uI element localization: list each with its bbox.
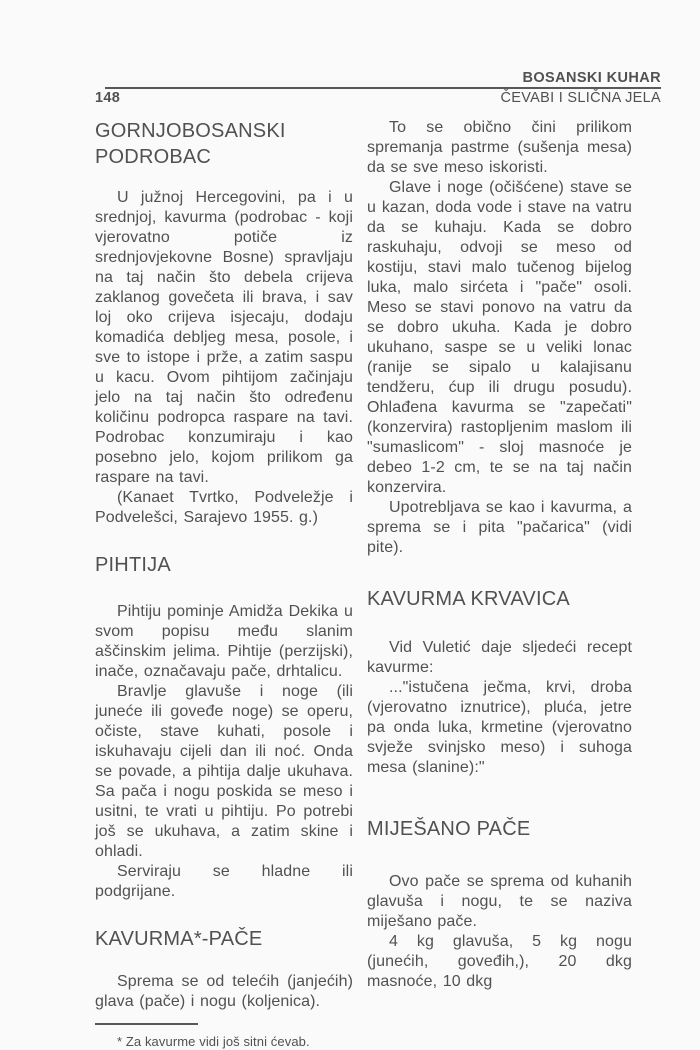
paragraph-podrobac: U južnoj Hercegovini, pa i u srednjoj, kavurma (podrobac - koji vjerovatno potiče iz srednjovjekovne Bosne) spravljaju na taj način što debela crijeva zaklanog govečeta ili brava, i sav loj oko crijeva isjecaju, dodaju komadića debljeg mesa, posole, i sve to istope i prže, a zatim saspu u kacu. Ovom pihtijom začinjaju jelo na taj način što određenu količinu podropca raspare na tavi. Podrobac konzumiraju i kao posebno jelo, kojom prilikom ga raspare na tavi. — [95, 189, 353, 486]
left-column — [95, 118, 353, 1050]
footnote-rule — [95, 1023, 198, 1025]
paragraph-mijesano-1: Ovo pače se sprema od kuhanih glavuša i nogu, te se naziva miješano pače. — [367, 873, 632, 930]
chapter-title: ČEVABI I SLIČNA JELA — [500, 90, 661, 106]
paragraph-kavurma-pace: Sprema se od telećih (janjećih) glava (pače) i nogu (koljenica). — [95, 973, 353, 1010]
paragraph-podrobac-source: (Kanaet Tvrtko, Podveležje i Podvelešci, Sarajevo 1955. g.) — [95, 489, 353, 526]
page-number: 148 — [95, 90, 121, 106]
heading-mijesano-pace: MIJEŠANO PAČE — [367, 818, 531, 840]
paragraph-mijesano-2: 4 kg glavuša, 5 kg nogu (junećih, goveđih,), 20 dkg masnoće, 10 dkg — [367, 933, 632, 990]
heading-kavurma-pace: KAVURMA*-PAČE — [95, 928, 263, 950]
heading-kavurma-krvavica: KAVURMA KRVAVICA — [367, 588, 570, 610]
paragraph-glave: Glave i noge (očišćene) stave se u kazan, doda vode i stave na vatru da se kuhaju. Kada se dobro raskuhaju, odvoji se meso od kostiju, stavi malo tučenog bijelog luka, malo sirćeta i "pače" osoli. Meso se stavi ponovo na vatru da se dobro ukuha. Kada je dobro ukuhano, saspe se u veliki lonac (ranije se sipalo u kalajisanu tendžeru, ćup ili drugu posudu). Ohlađena kavurma se "zapečati" (konzervira) rastopljenim maslom ili "sumaslicom" - sloj masnoće je debeo 1-2 cm, te se na taj način konzervira. — [367, 179, 632, 496]
paragraph-pihtija-3: Serviraju se hladne ili podgrijane. — [95, 863, 353, 900]
paragraph-krvavica-intro: Vid Vuletić daje sljedeći recept kavurme: — [367, 639, 632, 676]
book-title: BOSANSKI KUHAR — [522, 70, 661, 86]
paragraph-upotreba: Upotrebljava se kao i kavurma, a sprema se i pita "pačarica" (vidi pite). — [367, 499, 632, 556]
page-header — [95, 70, 661, 106]
right-column — [367, 118, 632, 1050]
two-column-text — [95, 118, 632, 1050]
paragraph-pihtija-2: Bravlje glavuše i noge (ili juneće ili goveđe noge) se operu, očiste, stave kuhati, posole i iskuhavaju cijeli dan ili noć. Onda se povade, a pihtija dalje ukuhava. Sa pača i nogu poskida se meso i usitni, te vrati u pihtiju. Po potrebi još se ukuhava, a zatim skine i ohladi. — [95, 683, 353, 860]
header-row — [95, 90, 661, 106]
paragraph-intro: To se obično čini prilikom spremanja pastrme (sušenja mesa) da se sve meso iskoristi. — [367, 119, 632, 176]
paragraph-krvavica-quote: ..."istučena ječma, krvi, droba (vjerovatno iznutrice), pluća, jetre pa onda luka, krmetine (vjerovatno svježe svinjsko meso) i suhoga mesa (slanine):" — [367, 679, 632, 776]
footnote-text: * Za kavurme vidi još sitni ćevab. — [117, 1034, 310, 1049]
header-rule — [105, 87, 661, 89]
paragraph-pihtija-1: Pihtiju pominje Amidža Dekika u svom popisu među slanim aščinskim jelima. Pihtije (perzijski), inače, označavaju pače, drhtalicu. — [95, 603, 353, 680]
heading-pihtija: PIHTIJA — [95, 554, 171, 576]
heading-gornjobosanski-podrobac: GORNJOBOSANSKI PODROBAC — [95, 120, 286, 168]
